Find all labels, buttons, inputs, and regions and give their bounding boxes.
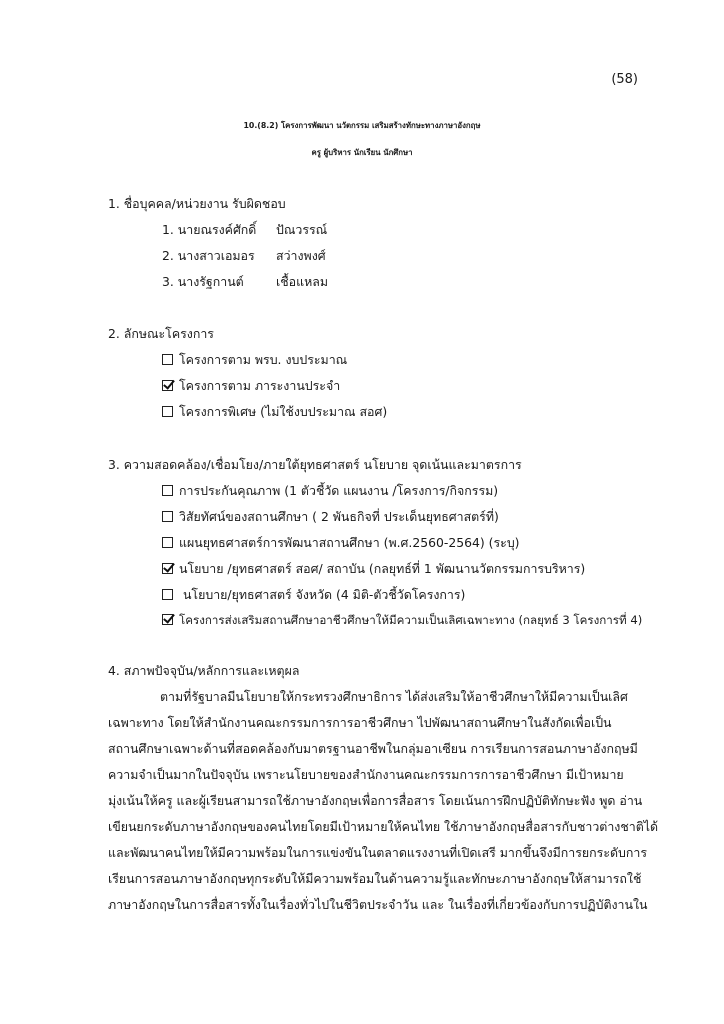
checkbox-unchecked-icon: [162, 485, 173, 496]
section-4-heading: 4. สภาพปัจจุบัน/หลักการและเหตุผล: [108, 663, 300, 678]
alignment-item: [162, 560, 585, 579]
section-3-heading: 3. ความสอดคล้อง/เชื่อมโยง/ภายใต้ยุทธศาสตร์ นโยบาย จุดเน้นและมาตรการ: [108, 457, 522, 472]
alignment-label: นโยบาย/ยุทธศาสตร์ จังหวัด (4 มิติ-ตัวชี้วัดโครงการ): [179, 587, 466, 602]
project-type-item: [162, 377, 340, 396]
project-type-item: [162, 403, 387, 422]
alignment-item: [162, 534, 520, 553]
section-2-heading: 2. ลักษณะโครงการ: [108, 326, 214, 341]
person-surname: ปัณวรรณ์: [276, 222, 328, 237]
checkbox-unchecked-icon: [162, 511, 173, 522]
paragraph-line: เรียนการสอนภาษาอังกฤษทุกระดับให้มีความพร้อมในด้านความรู้และทักษะภาษาอังกฤษให้สามารถใช้: [108, 871, 642, 886]
document-title: 10.(8.2) โครงการพัฒนา นวัตกรรม เสริมสร้างทักษะทางภาษาอังกฤษ: [243, 121, 481, 130]
person-name: 3. นางรัฐกานต์: [162, 274, 244, 289]
checkbox-checked-icon: [162, 380, 173, 391]
responsible-person-1: [162, 221, 327, 240]
alignment-label: การประกันคุณภาพ (1 ตัวชี้วัด แผนงาน /โครงการ/กิจกรรม): [179, 483, 499, 498]
paragraph-line: เขียนยกระดับภาษาอังกฤษของคนไทยโดยมีเป้าหมายให้คนไทย ใช้ภาษาอังกฤษสื่อสารกับชาวต่างชาติได้: [108, 819, 659, 834]
document-subtitle: ครู ผู้บริหาร นักเรียน นักศึกษา: [311, 148, 413, 157]
paragraph-line: และพัฒนาคนไทยให้มีความพร้อมในการแข่งขันในตลาดแรงงานที่เปิดเสรี มากขึ้นจึงมีการยกระดับการ: [108, 845, 648, 860]
checkbox-checked-icon: [162, 563, 173, 574]
alignment-item: [162, 586, 465, 605]
checkbox-unchecked-icon: [162, 589, 173, 600]
paragraph-line: สถานศึกษาเฉพาะด้านที่สอดคล้องกับมาตรฐานอาชีพในกลุ่มอาเซียน การเรียนการสอนภาษาอังกฤษมี: [108, 741, 638, 756]
project-type-label: โครงการตาม ภาระงานประจำ: [179, 378, 341, 393]
paragraph-line: ภาษาอังกฤษในการสื่อสารทั้งในเรื่องทั่วไปในชีวิตประจำวัน และ ในเรื่องที่เกี่ยวข้องกับการปฏิบัติงานใน: [108, 897, 648, 912]
project-type-item: [162, 351, 347, 370]
checkbox-unchecked-icon: [162, 537, 173, 548]
paragraph-line: ตามที่รัฐบาลมีนโยบายให้กระทรวงศึกษาธิการ ได้ส่งเสริมให้อาชีวศึกษาให้มีความเป็นเลิศ: [160, 689, 628, 704]
checkbox-unchecked-icon: [162, 406, 173, 417]
page-number: (58): [611, 72, 638, 87]
paragraph-line: ความจำเป็นมากในปัจจุบัน เพราะนโยบายของสำนักงานคณะกรรมการการอาชีวศึกษา มีเป้าหมาย: [108, 767, 624, 782]
alignment-label: แผนยุทธศาสตร์การพัฒนาสถานศึกษา (พ.ศ.2560-2564) (ระบุ): [179, 535, 520, 550]
person-name: 1. นายณรงค์ศักดิ์: [162, 222, 257, 237]
person-surname: สว่างพงศ์: [276, 248, 326, 263]
alignment-item: [162, 508, 499, 527]
paragraph-line: เฉพาะทาง โดยให้สำนักงานคณะกรรมการการอาชีวศึกษา ไปพัฒนาสถานศึกษาในสังกัดเพื่อเป็น: [108, 715, 612, 730]
alignment-item: [162, 482, 498, 501]
alignment-label: โครงการส่งเสริมสถานศึกษาอาชีวศึกษาให้มีความเป็นเลิศเฉพาะทาง (กลยุทธ์ 3 โครงการที่ 4): [179, 613, 643, 627]
project-type-label: โครงการตาม พรบ. งบประมาณ: [179, 352, 348, 367]
alignment-label: นโยบาย /ยุทธศาสตร์ สอศ/ สถาบัน (กลยุทธ์ที่ 1 พัฒนานวัตกรรมการบริหาร): [179, 561, 586, 576]
section-1-heading: 1. ชื่อบุคคล/หน่วยงาน รับผิดชอบ: [108, 196, 286, 211]
checkbox-unchecked-icon: [162, 354, 173, 365]
alignment-label: วิสัยทัศน์ของสถานศึกษา ( 2 พันธกิจที่ ประเด็นยุทธศาสตร์ที่): [179, 509, 499, 524]
paragraph-line: มุ่งเน้นให้ครู และผู้เรียนสามารถใช้ภาษาอังกฤษเพื่อการสื่อสาร โดยเน้นการฝึกปฏิบัติทักษะฟัง พูด อ่าน: [108, 793, 643, 808]
project-type-label: โครงการพิเศษ (ไม่ใช้งบประมาณ สอศ): [179, 404, 388, 419]
person-surname: เชื้อแหลม: [276, 274, 329, 289]
responsible-person-3: [162, 273, 328, 292]
person-name: 2. นางสาวเอมอร: [162, 248, 255, 263]
responsible-person-2: [162, 247, 326, 266]
checkbox-checked-icon: [162, 614, 173, 625]
alignment-item: [162, 612, 642, 630]
